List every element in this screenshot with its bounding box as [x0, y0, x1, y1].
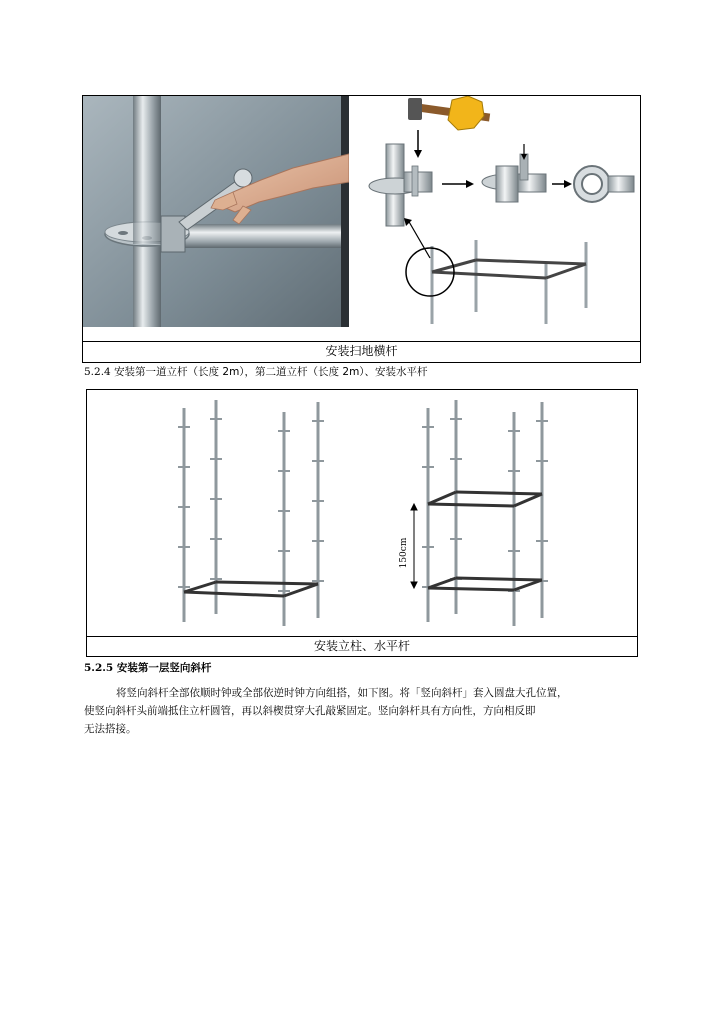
step-5-2-5-number: 5.2.5 [84, 662, 114, 674]
step-5-2-4-line [84, 364, 428, 380]
paragraph-line-1: 将竖向斜杆全部依顺时钟或全部依逆时钟方向组搭，如下图。将「竖向斜杆」套入圆盘大孔位置， [116, 687, 568, 699]
paragraph-line-2: 使竖向斜杆头前端抵住立杆圆管，再以斜楔贯穿大孔敲紧固定。竖向斜杆具有方向性，方向相反即 [84, 705, 536, 717]
wrench-photo [83, 96, 349, 327]
step-5-2-5-heading [84, 660, 211, 676]
step-5-2-5-title: 安装第一层竖向斜杆 [116, 662, 212, 674]
step-5-2-4-text: 安装第一道立杆（长度 2m），第二道立杆（长度 2m）、安装水平杆 [114, 366, 428, 378]
scaffold-diagram-left [160, 392, 350, 632]
glove-icon [448, 96, 484, 130]
coupler-assembly-diagram [360, 96, 640, 328]
paragraph-line-3: 无法搭接。 [84, 723, 137, 735]
scaffold-diagram-right [398, 392, 598, 632]
body-paragraph [84, 684, 640, 738]
dimension-label: 150cm [399, 537, 409, 569]
step-5-2-4-number: 5.2.4 [84, 366, 111, 378]
figure-1-caption: 安装扫地横杆 [325, 344, 398, 358]
figure-2-caption: 安装立柱、水平杆 [313, 639, 410, 653]
